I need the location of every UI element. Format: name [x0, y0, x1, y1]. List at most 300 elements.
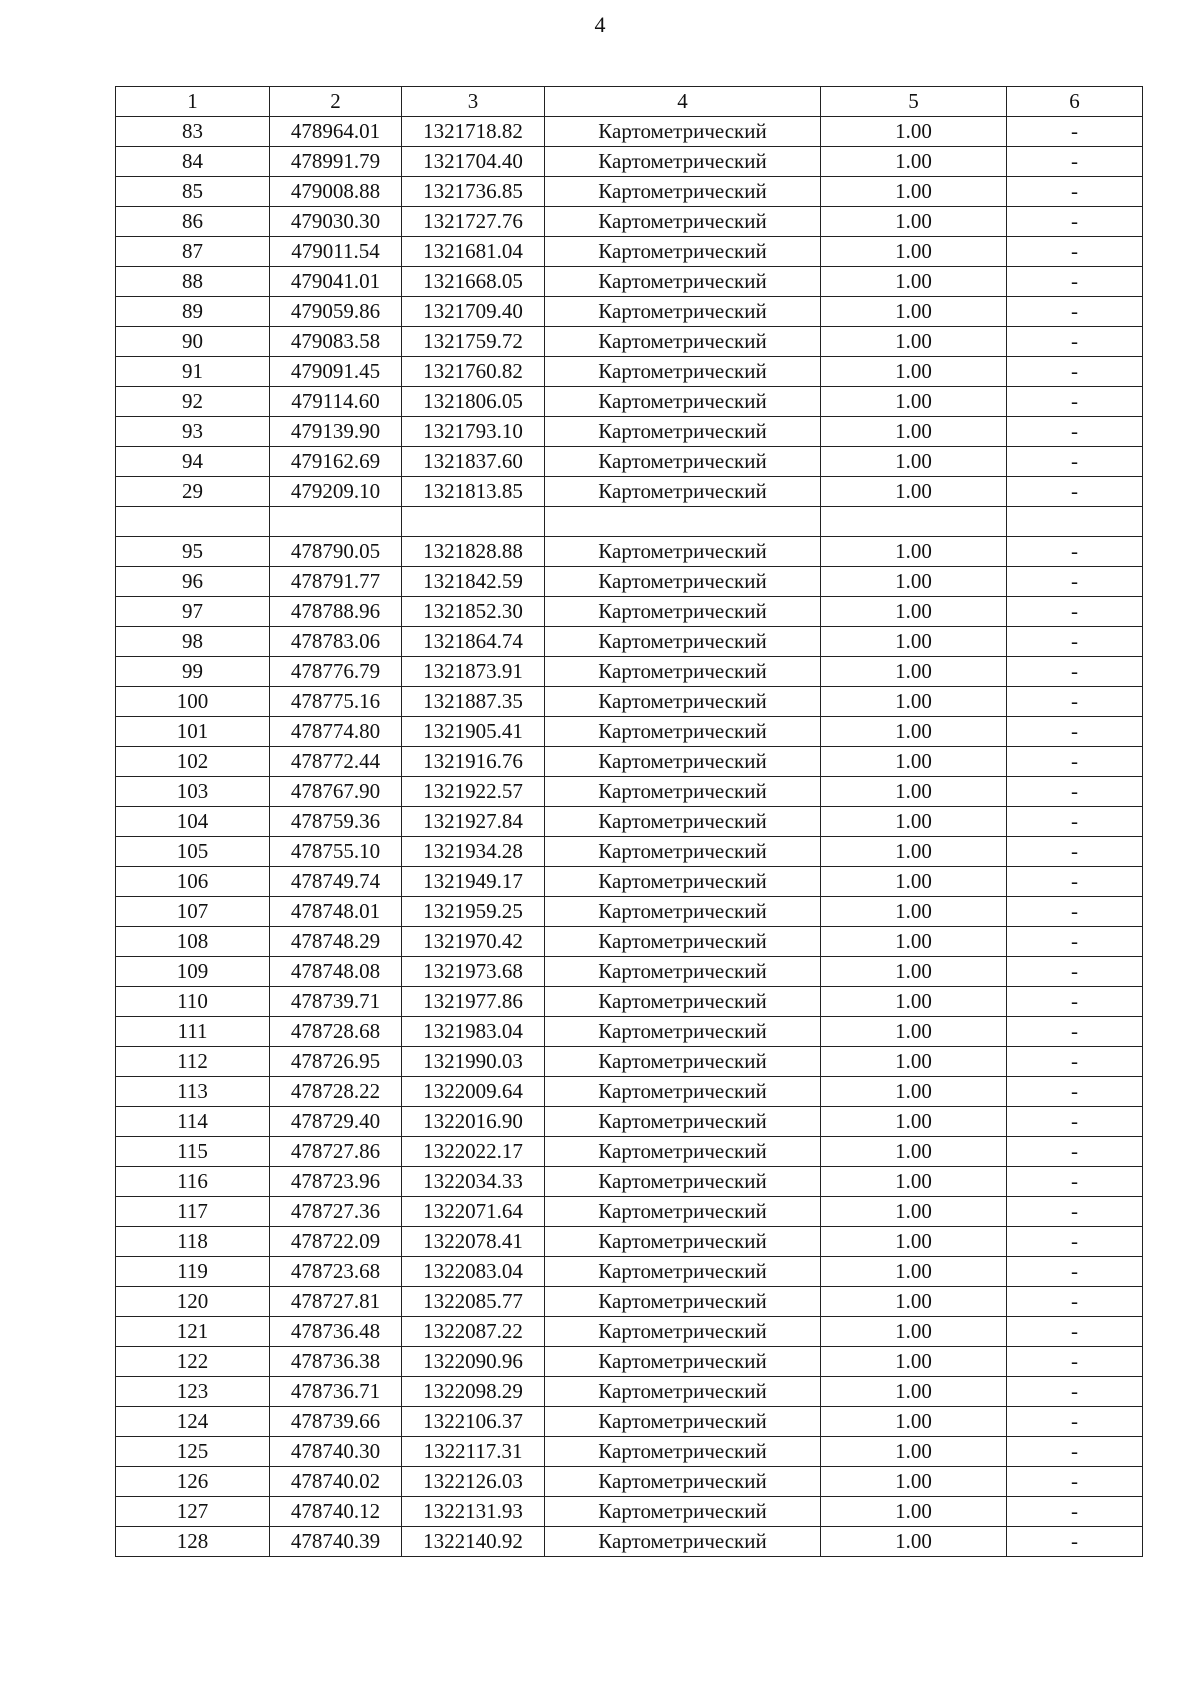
cell-coordinate-x: 478783.06	[270, 627, 402, 657]
table-row	[116, 687, 1143, 717]
cell-coordinate-y: 1321709.40	[402, 297, 545, 327]
cell-point-number: 101	[116, 717, 270, 747]
cell-method: Картометрический	[545, 1347, 821, 1377]
cell-accuracy: 1.00	[821, 447, 1007, 477]
cell-coordinate-y: 1322126.03	[402, 1467, 545, 1497]
cell-coordinate-x: 478727.81	[270, 1287, 402, 1317]
table-row	[116, 927, 1143, 957]
cell-accuracy: 1.00	[821, 1407, 1007, 1437]
cell-note: -	[1007, 1137, 1143, 1167]
cell-point-number: 108	[116, 927, 270, 957]
table-row	[116, 777, 1143, 807]
cell-accuracy: 1.00	[821, 1107, 1007, 1137]
cell-note: -	[1007, 1287, 1143, 1317]
cell-method: Картометрический	[545, 657, 821, 687]
cell-coordinate-y: 1321949.17	[402, 867, 545, 897]
table-row	[116, 1437, 1143, 1467]
cell-coordinate-y: 1321760.82	[402, 357, 545, 387]
cell-note: -	[1007, 867, 1143, 897]
cell-method: Картометрический	[545, 717, 821, 747]
cell-method: Картометрический	[545, 177, 821, 207]
table-header	[116, 87, 1143, 117]
cell-point-number: 102	[116, 747, 270, 777]
cell-coordinate-y: 1321793.10	[402, 417, 545, 447]
cell-coordinate-y: 1321806.05	[402, 387, 545, 417]
cell-coordinate-x: 479083.58	[270, 327, 402, 357]
cell-accuracy: 1.00	[821, 627, 1007, 657]
cell-coordinate-x: 478736.48	[270, 1317, 402, 1347]
cell-point-number: 119	[116, 1257, 270, 1287]
cell-coordinate-x: 478740.12	[270, 1497, 402, 1527]
cell-note	[1007, 507, 1143, 537]
cell-coordinate-y: 1321828.88	[402, 537, 545, 567]
cell-method	[545, 507, 821, 537]
cell-coordinate-x: 478729.40	[270, 1107, 402, 1137]
cell-accuracy: 1.00	[821, 1347, 1007, 1377]
cell-coordinate-x: 478755.10	[270, 837, 402, 867]
cell-accuracy: 1.00	[821, 1257, 1007, 1287]
cell-method: Картометрический	[545, 417, 821, 447]
cell-accuracy: 1.00	[821, 1167, 1007, 1197]
cell-accuracy: 1.00	[821, 927, 1007, 957]
cell-accuracy: 1.00	[821, 1017, 1007, 1047]
cell-coordinate-y: 1321727.76	[402, 207, 545, 237]
cell-method: Картометрический	[545, 117, 821, 147]
cell-point-number: 93	[116, 417, 270, 447]
cell-point-number: 90	[116, 327, 270, 357]
cell-note: -	[1007, 1257, 1143, 1287]
cell-point-number: 105	[116, 837, 270, 867]
cell-note: -	[1007, 1377, 1143, 1407]
cell-point-number: 124	[116, 1407, 270, 1437]
cell-method: Картометрический	[545, 927, 821, 957]
table-row	[116, 327, 1143, 357]
cell-method: Картометрический	[545, 807, 821, 837]
table-row	[116, 357, 1143, 387]
cell-accuracy: 1.00	[821, 867, 1007, 897]
cell-method: Картометрический	[545, 957, 821, 987]
cell-coordinate-y: 1321736.85	[402, 177, 545, 207]
cell-coordinate-x: 478740.39	[270, 1527, 402, 1557]
cell-method: Картометрический	[545, 567, 821, 597]
cell-point-number: 91	[116, 357, 270, 387]
cell-method: Картометрический	[545, 1017, 821, 1047]
cell-accuracy: 1.00	[821, 177, 1007, 207]
cell-coordinate-x: 479059.86	[270, 297, 402, 327]
cell-coordinate-x: 478740.30	[270, 1437, 402, 1467]
cell-point-number: 84	[116, 147, 270, 177]
table-body	[116, 117, 1143, 1557]
cell-coordinate-y: 1321934.28	[402, 837, 545, 867]
cell-note: -	[1007, 897, 1143, 927]
cell-note: -	[1007, 1017, 1143, 1047]
cell-point-number: 125	[116, 1437, 270, 1467]
cell-accuracy: 1.00	[821, 987, 1007, 1017]
cell-accuracy: 1.00	[821, 207, 1007, 237]
table-row	[116, 1467, 1143, 1497]
cell-point-number: 104	[116, 807, 270, 837]
cell-coordinate-x: 478736.71	[270, 1377, 402, 1407]
cell-accuracy: 1.00	[821, 1317, 1007, 1347]
cell-method: Картометрический	[545, 597, 821, 627]
cell-method: Картометрический	[545, 1107, 821, 1137]
column-header-1: 1	[116, 87, 270, 117]
cell-coordinate-x: 478740.02	[270, 1467, 402, 1497]
cell-method: Картометрический	[545, 777, 821, 807]
cell-method: Картометрический	[545, 1377, 821, 1407]
cell-coordinate-x: 478749.74	[270, 867, 402, 897]
cell-note: -	[1007, 327, 1143, 357]
table-row	[116, 1377, 1143, 1407]
column-header-5: 5	[821, 87, 1007, 117]
cell-method: Картометрический	[545, 687, 821, 717]
page-number: 4	[594, 12, 606, 37]
cell-accuracy: 1.00	[821, 597, 1007, 627]
table-row	[116, 507, 1143, 537]
cell-accuracy: 1.00	[821, 837, 1007, 867]
cell-point-number: 123	[116, 1377, 270, 1407]
cell-point-number: 88	[116, 267, 270, 297]
cell-method: Картометрический	[545, 1137, 821, 1167]
column-header-2: 2	[270, 87, 402, 117]
cell-method: Картометрический	[545, 987, 821, 1017]
cell-note: -	[1007, 147, 1143, 177]
cell-coordinate-y: 1322098.29	[402, 1377, 545, 1407]
cell-point-number: 114	[116, 1107, 270, 1137]
cell-note: -	[1007, 387, 1143, 417]
table-row	[116, 477, 1143, 507]
cell-note: -	[1007, 267, 1143, 297]
table-row	[116, 267, 1143, 297]
table-row	[116, 1407, 1143, 1437]
cell-coordinate-x: 478726.95	[270, 1047, 402, 1077]
cell-coordinate-x: 478774.80	[270, 717, 402, 747]
cell-point-number: 107	[116, 897, 270, 927]
cell-note: -	[1007, 1047, 1143, 1077]
cell-point-number: 83	[116, 117, 270, 147]
cell-coordinate-y: 1321977.86	[402, 987, 545, 1017]
cell-point-number: 95	[116, 537, 270, 567]
cell-coordinate-y: 1322090.96	[402, 1347, 545, 1377]
cell-coordinate-x: 478728.22	[270, 1077, 402, 1107]
cell-note: -	[1007, 777, 1143, 807]
cell-note: -	[1007, 1467, 1143, 1497]
cell-method: Картометрический	[545, 297, 821, 327]
cell-coordinate-x: 479011.54	[270, 237, 402, 267]
table-row	[116, 537, 1143, 567]
cell-point-number: 112	[116, 1047, 270, 1077]
table-row	[116, 1347, 1143, 1377]
cell-coordinate-x: 479162.69	[270, 447, 402, 477]
cell-point-number: 86	[116, 207, 270, 237]
cell-coordinate-y: 1321842.59	[402, 567, 545, 597]
cell-coordinate-x: 479114.60	[270, 387, 402, 417]
cell-accuracy: 1.00	[821, 1287, 1007, 1317]
cell-coordinate-x: 478723.68	[270, 1257, 402, 1287]
cell-point-number: 128	[116, 1527, 270, 1557]
cell-note: -	[1007, 1167, 1143, 1197]
cell-coordinate-y: 1321970.42	[402, 927, 545, 957]
cell-coordinate-y: 1321813.85	[402, 477, 545, 507]
cell-method: Картометрический	[545, 387, 821, 417]
cell-note: -	[1007, 987, 1143, 1017]
cell-coordinate-x: 478723.96	[270, 1167, 402, 1197]
cell-coordinate-x: 478759.36	[270, 807, 402, 837]
column-header-4: 4	[545, 87, 821, 117]
cell-coordinate-x: 478722.09	[270, 1227, 402, 1257]
cell-note: -	[1007, 447, 1143, 477]
cell-coordinate-x: 478727.86	[270, 1137, 402, 1167]
cell-method: Картометрический	[545, 1437, 821, 1467]
cell-coordinate-y: 1321837.60	[402, 447, 545, 477]
cell-coordinate-y	[402, 507, 545, 537]
cell-point-number: 89	[116, 297, 270, 327]
cell-method: Картометрический	[545, 147, 821, 177]
cell-accuracy: 1.00	[821, 807, 1007, 837]
cell-coordinate-y: 1322117.31	[402, 1437, 545, 1467]
cell-coordinate-x: 478767.90	[270, 777, 402, 807]
cell-accuracy: 1.00	[821, 117, 1007, 147]
cell-coordinate-y: 1321668.05	[402, 267, 545, 297]
cell-accuracy: 1.00	[821, 567, 1007, 597]
cell-coordinate-y: 1322140.92	[402, 1527, 545, 1557]
cell-coordinate-y: 1322085.77	[402, 1287, 545, 1317]
cell-point-number: 109	[116, 957, 270, 987]
table-row	[116, 1167, 1143, 1197]
cell-accuracy: 1.00	[821, 417, 1007, 447]
cell-accuracy	[821, 507, 1007, 537]
cell-point-number: 126	[116, 1467, 270, 1497]
cell-point-number: 99	[116, 657, 270, 687]
cell-coordinate-y: 1321973.68	[402, 957, 545, 987]
cell-method: Картометрический	[545, 207, 821, 237]
table-row	[116, 177, 1143, 207]
cell-note: -	[1007, 417, 1143, 447]
cell-point-number: 110	[116, 987, 270, 1017]
cell-accuracy: 1.00	[821, 687, 1007, 717]
cell-method: Картометрический	[545, 447, 821, 477]
cell-coordinate-y: 1322078.41	[402, 1227, 545, 1257]
cell-point-number: 111	[116, 1017, 270, 1047]
cell-coordinate-y: 1321704.40	[402, 147, 545, 177]
table-row	[116, 747, 1143, 777]
table-row	[116, 417, 1143, 447]
cell-note: -	[1007, 747, 1143, 777]
cell-method: Картометрический	[545, 1167, 821, 1197]
cell-coordinate-y: 1321759.72	[402, 327, 545, 357]
cell-note: -	[1007, 357, 1143, 387]
cell-accuracy: 1.00	[821, 267, 1007, 297]
cell-coordinate-y: 1321916.76	[402, 747, 545, 777]
table-row	[116, 1497, 1143, 1527]
table-row	[116, 1527, 1143, 1557]
cell-note: -	[1007, 927, 1143, 957]
cell-accuracy: 1.00	[821, 897, 1007, 927]
table-row	[116, 1017, 1143, 1047]
cell-accuracy: 1.00	[821, 747, 1007, 777]
table-row	[116, 807, 1143, 837]
cell-method: Картометрический	[545, 747, 821, 777]
cell-coordinate-x: 478739.71	[270, 987, 402, 1017]
cell-accuracy: 1.00	[821, 477, 1007, 507]
cell-coordinate-x: 479091.45	[270, 357, 402, 387]
cell-point-number: 113	[116, 1077, 270, 1107]
table-row	[116, 987, 1143, 1017]
cell-accuracy: 1.00	[821, 957, 1007, 987]
cell-accuracy: 1.00	[821, 1497, 1007, 1527]
cell-coordinate-y: 1322016.90	[402, 1107, 545, 1137]
column-header-3: 3	[402, 87, 545, 117]
cell-method: Картометрический	[545, 1467, 821, 1497]
cell-accuracy: 1.00	[821, 327, 1007, 357]
table-row	[116, 1077, 1143, 1107]
cell-method: Картометрический	[545, 1257, 821, 1287]
table-row	[116, 1317, 1143, 1347]
cell-coordinate-y: 1321922.57	[402, 777, 545, 807]
cell-coordinate-x: 479209.10	[270, 477, 402, 507]
cell-point-number: 118	[116, 1227, 270, 1257]
cell-coordinate-x: 479139.90	[270, 417, 402, 447]
cell-point-number: 115	[116, 1137, 270, 1167]
cell-coordinate-x	[270, 507, 402, 537]
cell-coordinate-y: 1321927.84	[402, 807, 545, 837]
cell-note: -	[1007, 117, 1143, 147]
cell-accuracy: 1.00	[821, 657, 1007, 687]
cell-point-number: 94	[116, 447, 270, 477]
cell-point-number: 87	[116, 237, 270, 267]
cell-point-number: 96	[116, 567, 270, 597]
cell-note: -	[1007, 657, 1143, 687]
cell-accuracy: 1.00	[821, 147, 1007, 177]
cell-coordinate-y: 1321983.04	[402, 1017, 545, 1047]
cell-note: -	[1007, 1227, 1143, 1257]
cell-coordinate-y: 1322034.33	[402, 1167, 545, 1197]
cell-method: Картометрический	[545, 267, 821, 297]
cell-method: Картометрический	[545, 897, 821, 927]
cell-accuracy: 1.00	[821, 777, 1007, 807]
cell-coordinate-x: 478964.01	[270, 117, 402, 147]
table-row	[116, 297, 1143, 327]
coordinates-table	[115, 86, 1143, 1557]
cell-note: -	[1007, 1497, 1143, 1527]
cell-note: -	[1007, 207, 1143, 237]
cell-accuracy: 1.00	[821, 1077, 1007, 1107]
cell-note: -	[1007, 1347, 1143, 1377]
cell-coordinate-y: 1322087.22	[402, 1317, 545, 1347]
cell-note: -	[1007, 1107, 1143, 1137]
table-row	[116, 207, 1143, 237]
cell-note: -	[1007, 807, 1143, 837]
cell-coordinate-x: 478728.68	[270, 1017, 402, 1047]
cell-method: Картометрический	[545, 1197, 821, 1227]
cell-accuracy: 1.00	[821, 237, 1007, 267]
cell-point-number: 85	[116, 177, 270, 207]
table-row	[116, 237, 1143, 267]
cell-note: -	[1007, 237, 1143, 267]
table-row	[116, 1287, 1143, 1317]
cell-method: Картометрический	[545, 327, 821, 357]
cell-point-number: 103	[116, 777, 270, 807]
cell-accuracy: 1.00	[821, 387, 1007, 417]
cell-coordinate-y: 1321852.30	[402, 597, 545, 627]
cell-note: -	[1007, 1437, 1143, 1467]
table-row	[116, 627, 1143, 657]
table-row	[116, 1137, 1143, 1167]
cell-coordinate-x: 479030.30	[270, 207, 402, 237]
table-row	[116, 657, 1143, 687]
cell-coordinate-x: 478727.36	[270, 1197, 402, 1227]
cell-accuracy: 1.00	[821, 1467, 1007, 1497]
cell-method: Картометрический	[545, 237, 821, 267]
cell-method: Картометрический	[545, 1047, 821, 1077]
cell-note: -	[1007, 1077, 1143, 1107]
table-row	[116, 567, 1143, 597]
cell-coordinate-x: 478748.01	[270, 897, 402, 927]
cell-accuracy: 1.00	[821, 1197, 1007, 1227]
cell-note: -	[1007, 1527, 1143, 1557]
cell-accuracy: 1.00	[821, 1377, 1007, 1407]
cell-note: -	[1007, 597, 1143, 627]
cell-coordinate-y: 1321990.03	[402, 1047, 545, 1077]
cell-coordinate-x: 478772.44	[270, 747, 402, 777]
cell-coordinate-x: 478776.79	[270, 657, 402, 687]
cell-note: -	[1007, 717, 1143, 747]
cell-method: Картометрический	[545, 1317, 821, 1347]
cell-method: Картометрический	[545, 1407, 821, 1437]
cell-coordinate-y: 1321887.35	[402, 687, 545, 717]
cell-note: -	[1007, 687, 1143, 717]
cell-accuracy: 1.00	[821, 357, 1007, 387]
cell-point-number: 98	[116, 627, 270, 657]
table-row	[116, 1197, 1143, 1227]
cell-point-number: 106	[116, 867, 270, 897]
cell-coordinate-x: 478991.79	[270, 147, 402, 177]
cell-point-number: 100	[116, 687, 270, 717]
cell-coordinate-y: 1321873.91	[402, 657, 545, 687]
cell-accuracy: 1.00	[821, 537, 1007, 567]
table-row	[116, 1227, 1143, 1257]
table-row	[116, 717, 1143, 747]
cell-method: Картометрический	[545, 1227, 821, 1257]
cell-coordinate-x: 479008.88	[270, 177, 402, 207]
cell-note: -	[1007, 957, 1143, 987]
column-header-6: 6	[1007, 87, 1143, 117]
cell-note: -	[1007, 837, 1143, 867]
cell-method: Картометрический	[545, 1287, 821, 1317]
cell-accuracy: 1.00	[821, 1227, 1007, 1257]
cell-coordinate-x: 478775.16	[270, 687, 402, 717]
cell-method: Картометрический	[545, 627, 821, 657]
cell-accuracy: 1.00	[821, 1437, 1007, 1467]
cell-point-number: 97	[116, 597, 270, 627]
cell-method: Картометрический	[545, 1497, 821, 1527]
cell-coordinate-y: 1321681.04	[402, 237, 545, 267]
cell-method: Картометрический	[545, 867, 821, 897]
cell-note: -	[1007, 477, 1143, 507]
cell-point-number: 117	[116, 1197, 270, 1227]
cell-point-number: 122	[116, 1347, 270, 1377]
cell-accuracy: 1.00	[821, 297, 1007, 327]
table-row	[116, 597, 1143, 627]
cell-point-number: 120	[116, 1287, 270, 1317]
cell-point-number: 92	[116, 387, 270, 417]
cell-note: -	[1007, 297, 1143, 327]
cell-note: -	[1007, 627, 1143, 657]
cell-coordinate-x: 478748.08	[270, 957, 402, 987]
cell-coordinate-x: 478748.29	[270, 927, 402, 957]
cell-coordinate-y: 1322009.64	[402, 1077, 545, 1107]
table-row	[116, 1047, 1143, 1077]
